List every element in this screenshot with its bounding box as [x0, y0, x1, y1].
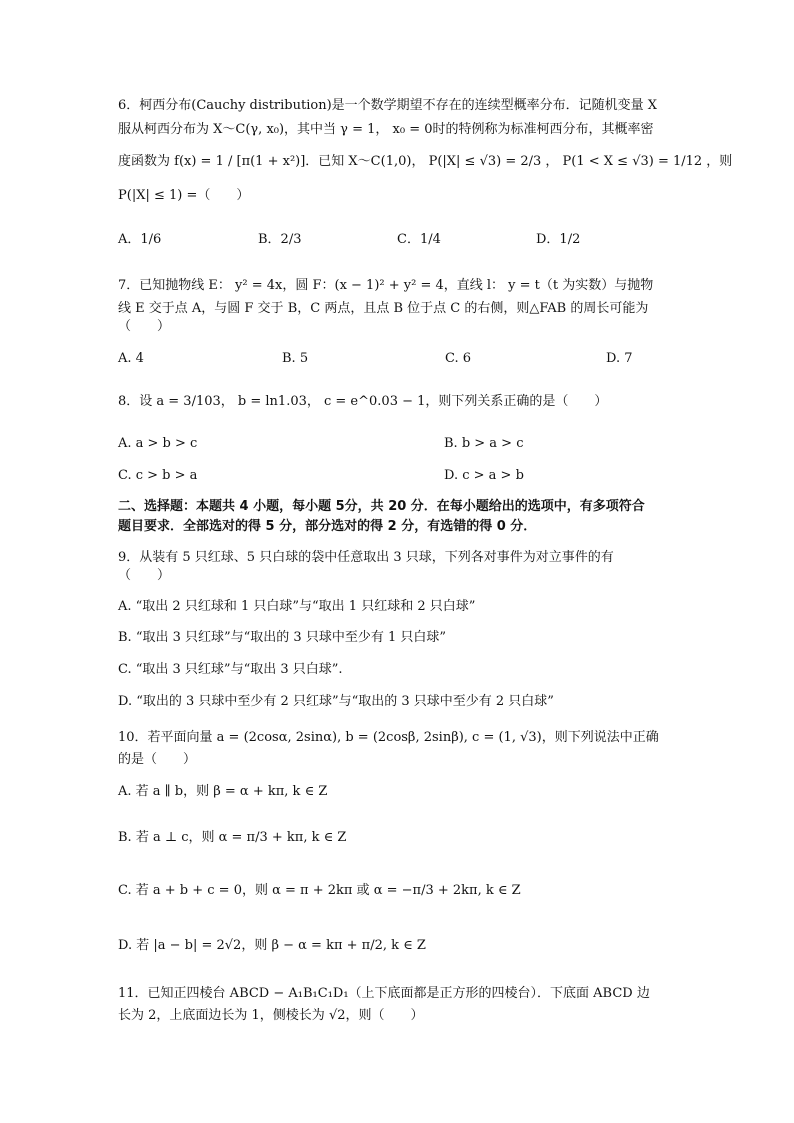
section2-heading-line1: 二、选择题：本题共 4 小题，每小题 5分，共 20 分．在每小题给出的选项中，有多项符合 [118, 499, 645, 514]
q7-option-a: A. 4 [118, 351, 144, 366]
q6-line4: P(|X| ≤ 1) =（ ） [118, 188, 250, 203]
q9-line1: 9．从装有 5 只红球、5 只白球的袋中任意取出 3 只球，下列各对事件为对立事件的有 [118, 550, 614, 565]
q9-option-b: B. “取出 3 只红球”与“取出的 3 只球中至少有 1 只白球” [118, 630, 447, 645]
q6-option-a: A．1/6 [118, 232, 162, 247]
q10-line2: 的是（ ） [118, 752, 197, 767]
q10-option-d: D. 若 |a − b| = 2√2，则 β − α = kπ + π/2, k ∈ Z [118, 938, 426, 953]
q7-option-d: D. 7 [606, 351, 633, 366]
q7-option-c: C. 6 [445, 351, 472, 366]
q7-line1: 7．已知抛物线 E： y² = 4x，圆 F：(x − 1)² + y² = 4，直线 l： y = t（t 为实数）与抛物 [118, 278, 654, 293]
q10-option-a: A. 若 a ∥ b，则 β = α + kπ, k ∈ Z [118, 784, 328, 799]
q6-line2: 服从柯西分布为 X～C(γ, x₀)，其中当 γ = 1， x₀ = 0时的特例称为标准柯西分布，其概率密 [118, 122, 654, 137]
q8-option-d: D. c > a > b [444, 468, 524, 483]
q8-option-a: A. a > b > c [118, 436, 198, 451]
q11-line2: 长为 2，上底面边长为 1，侧棱长为 √2，则（ ） [118, 1008, 424, 1023]
section2-heading-line2: 题目要求．全部选对的得 5 分，部分选对的得 2 分，有选错的得 0 分． [118, 519, 537, 534]
q9-option-d: D. “取出的 3 只球中至少有 2 只红球”与“取出的 3 只球中至少有 2 只白球” [118, 694, 554, 709]
q10-option-b: B. 若 a ⊥ c，则 α = π/3 + kπ, k ∈ Z [118, 830, 347, 845]
q6-option-d: D．1/2 [536, 232, 581, 247]
q6-option-c: C．1/4 [397, 232, 441, 247]
q8-option-c: C. c > b > a [118, 468, 198, 483]
q9-option-c: C. “取出 3 只红球”与“取出 3 只白球”. [118, 662, 343, 677]
q6-line3: 度函数为 f(x) = 1 / [π(1 + x²)]．已知 X～C(1,0)， P(|X| ≤ √3) = 2/3 ， P(1 < X ≤ √3) = 1/12 ，则 [118, 154, 733, 169]
q8-option-b: B. b > a > c [444, 436, 524, 451]
q9-option-a: A. “取出 2 只红球和 1 只白球”与“取出 1 只红球和 2 只白球” [118, 599, 476, 614]
q11-line1: 11．已知正四棱台 ABCD − A₁B₁C₁D₁（上下底面都是正方形的四棱台）．下底面 ABCD 边 [118, 986, 650, 1001]
q7-line2: 线 E 交于点 A，与圆 F 交于 B，C 两点，且点 B 位于点 C 的右侧，则△FAB 的周长可能为 [118, 301, 649, 316]
q8-line1: 8．设 a = 3/103， b = ln1.03， c = e^0.03 − 1，则下列关系正确的是（ ） [118, 394, 608, 409]
q7-option-b: B. 5 [282, 351, 309, 366]
q6-line1: 6．柯西分布(Cauchy distribution)是一个数学期望不存在的连续型概率分布．记随机变量 X [118, 98, 658, 113]
q7-line3: （ ） [118, 319, 171, 334]
q9-line2: （ ） [118, 568, 171, 583]
q6-option-b: B．2/3 [258, 232, 302, 247]
q10-option-c: C. 若 a + b + c = 0，则 α = π + 2kπ 或 α = −π/3 + 2kπ, k ∈ Z [118, 883, 521, 898]
q10-line1: 10．若平面向量 a = (2cosα, 2sinα), b = (2cosβ, 2sinβ), c = (1, √3)，则下列说法中正确 [118, 730, 659, 745]
